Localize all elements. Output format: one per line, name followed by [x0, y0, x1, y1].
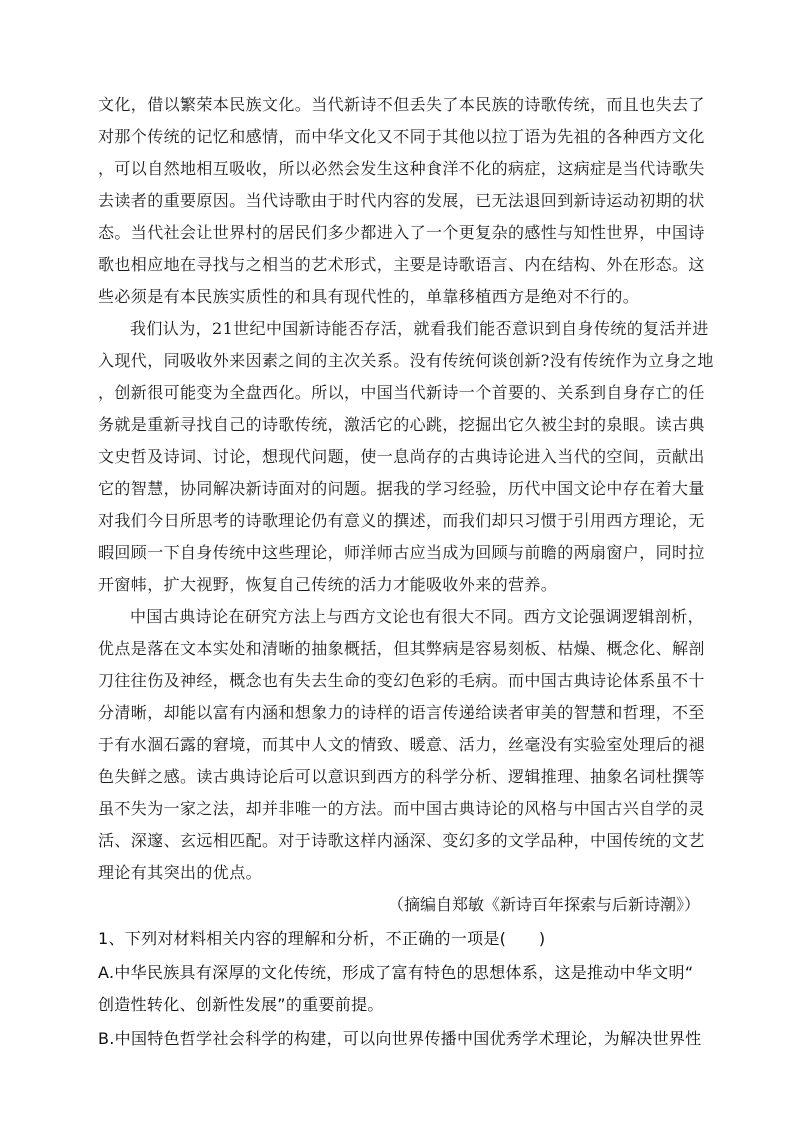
option-a-line: 创造性转化、创新性发展”的重要前提。 — [98, 995, 384, 1014]
paragraph-1-line: 歌也相应地在寻找与之相当的艺术形式，主要是诗歌语言、内在结构、外在形态。这 — [98, 255, 705, 274]
paragraph-1-line: 对那个传统的记忆和感情，而中华文化又不同于其他以拉丁语为先祖的各种西方文化 — [98, 127, 705, 146]
paragraph-1-line: 些必须是有本民族实质性的和具有现代性的，单靠移植西方是绝对不行的。 — [98, 287, 640, 306]
paragraph-2-line: ，创新很可能变为全盘西化。所以，中国当代新诗一个首要的、关系到自身存亡的任 — [98, 383, 705, 402]
paragraph-2-line: 文史哲及诗词、讨论，想现代问题，使一息尚存的古典诗论进入当代的空间，贡献出 — [98, 447, 705, 466]
paragraph-3-line: 优点是落在文本实处和清晰的抽象概括，但其弊病是容易刻板、枯燥、概念化、解剖 — [98, 639, 705, 658]
paragraph-1-line: ，可以自然地相互吸收，所以必然会发生这种食洋不化的病症，这病症是当代诗歌失 — [98, 159, 705, 178]
paragraph-3-line: 活、深邃、玄远相匹配。对于诗歌这样内涵深、变幻多的文学品种，中国传统的文艺 — [98, 831, 705, 850]
option-a-line: A.中华民族具有深厚的文化传统，形成了富有特色的思想体系，这是推动中华文明“ — [98, 963, 694, 982]
paragraph-1-line: 文化，借以繁荣本民族文化。当代新诗不但丢失了本民族的诗歌传统，而且也失去了 — [98, 95, 705, 114]
paragraph-3-line: 于有水涸石露的窘境，而其中人文的情致、暖意、活力，丝毫没有实验室处理后的褪 — [98, 735, 705, 754]
paragraph-2-line: 对我们今日所思考的诗歌理论仍有意义的撰述，而我们却只习惯于引用西方理论，无 — [98, 511, 705, 530]
paragraph-2-line: 入现代，同吸收外来因素之间的主次关系。没有传统何谈创新?没有传统作为立身之地 — [98, 351, 714, 370]
paragraph-3-line: 色失鲜之感。读古典诗论后可以意识到西方的科学分析、逻辑推理、抽象名词杜撰等 — [98, 767, 705, 786]
paragraph-3-line: 虽不失为一家之法，却并非唯一的方法。而中国古典诗论的风格与中国古兴自学的灵 — [98, 799, 705, 818]
paragraph-2-line: 它的智慧，协同解决新诗面对的问题。据我的学习经验，历代中国文论中存在着大量 — [98, 479, 705, 498]
paragraph-2-line: 开窗帏，扩大视野，恢复自己传统的活力才能吸收外来的营养。 — [98, 575, 558, 594]
paragraph-3-line: 刀往往伤及神经，概念也有失去生命的变幻色彩的毛病。而中国古典诗论体系虽不十 — [98, 671, 705, 690]
paragraph-2-line: 暇回顾一下自身传统中这些理论，师洋师古应当成为回顾与前瞻的两扇窗户，同时拉 — [98, 543, 705, 562]
paragraph-1-line: 去读者的重要原因。当代诗歌由于时代内容的发展，已无法退回到新诗运动初期的状 — [98, 191, 705, 210]
paragraph-3-line: 理论有其突出的优点。 — [98, 863, 263, 882]
paragraph-3-line: 分清晰，却能以富有内涵和想象力的诗样的语言传递给读者审美的智慧和哲理，不至 — [98, 703, 705, 722]
paragraph-2-line: 务就是重新寻找自己的诗歌传统，激活它的心跳，挖掘出它久被尘封的泉眼。读古典 — [98, 415, 705, 434]
paragraph-3-line: 中国古典诗论在研究方法上与西方文论也有很大不同。西方文论强调逻辑剖析， — [130, 607, 705, 626]
question-1-stem: 1、下列对材料相关内容的理解和分析，不正确的一项是( ) — [98, 929, 546, 948]
option-b-line: B.中国特色哲学社会科学的构建，可以向世界传播中国优秀学术理论，为解决世界性 — [98, 1029, 702, 1048]
paragraph-2-line: 我们认为，21世纪中国新诗能否存活，就看我们能否意识到自身传统的复活并进 — [130, 319, 709, 338]
source-attribution: （摘编自郑敏《新诗百年探索与后新诗潮》） — [387, 895, 700, 914]
paragraph-1-line: 态。当代社会让世界村的居民们多少都进入了一个更复杂的感性与知性世界，中国诗 — [98, 223, 705, 242]
